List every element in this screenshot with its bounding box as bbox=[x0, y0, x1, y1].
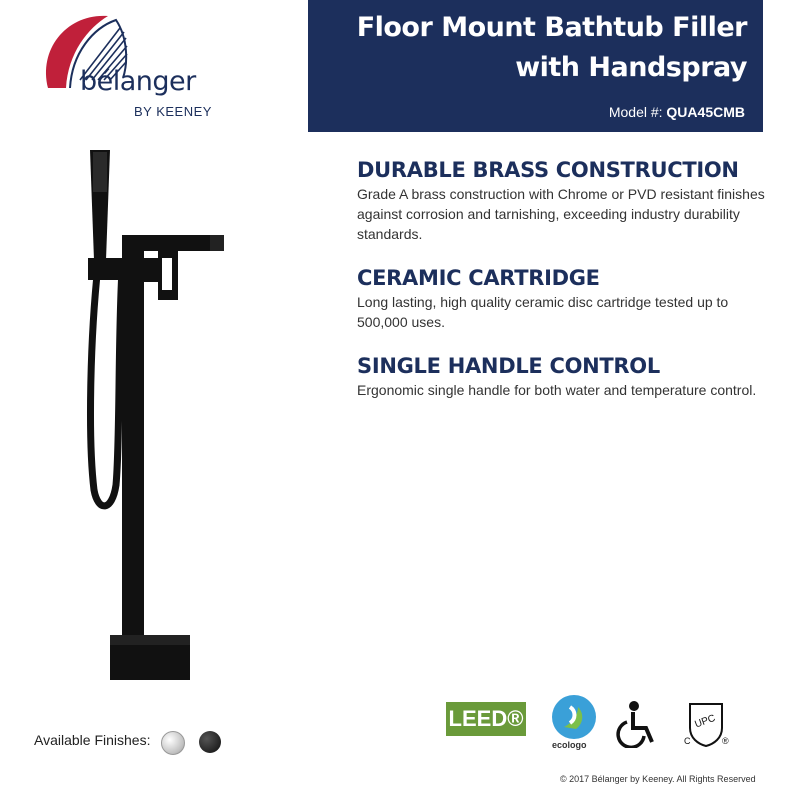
page-title-line2: with Handspray bbox=[515, 52, 747, 83]
chrome-finish-swatch[interactable] bbox=[161, 731, 185, 755]
leed-badge: LEED® bbox=[446, 702, 526, 736]
model-label: Model #: bbox=[608, 104, 663, 120]
feature-title: SINGLE HANDLE CONTROL bbox=[357, 354, 660, 378]
brand-name: bélanger bbox=[80, 66, 196, 97]
model-value: QUA45CMB bbox=[666, 104, 745, 120]
svg-text:UPC: UPC bbox=[693, 712, 717, 731]
feature-list bbox=[357, 158, 767, 422]
finishes-label: Available Finishes: bbox=[34, 732, 151, 748]
brand-subtitle: BY KEENEY bbox=[134, 104, 212, 119]
ecologo-text: ecologo bbox=[552, 740, 587, 750]
faucet-image bbox=[60, 140, 260, 700]
feature-description: Grade A brass construction with Chrome or PVD resistant finishes against corrosion and tarnishing, exceeding industry durability standards. bbox=[357, 186, 765, 242]
wheelchair-icon bbox=[616, 700, 658, 748]
svg-text:C: C bbox=[684, 736, 691, 746]
model-number bbox=[609, 104, 745, 120]
feature-title: DURABLE BRASS CONSTRUCTION bbox=[357, 158, 739, 182]
feature-description: Ergonomic single handle for both water and temperature control. bbox=[357, 382, 757, 398]
feature-description: Long lasting, high quality ceramic disc cartridge tested up to 500,000 uses. bbox=[357, 294, 729, 330]
svg-text:®: ® bbox=[722, 736, 729, 746]
black-finish-swatch[interactable] bbox=[199, 731, 221, 753]
copyright-text: © 2017 Bélanger by Keeney. All Rights Reserved bbox=[560, 774, 756, 784]
ecologo-icon bbox=[550, 693, 598, 741]
upc-certification-icon bbox=[680, 698, 732, 750]
feature-title: CERAMIC CARTRIDGE bbox=[357, 266, 600, 290]
page-title-line1: Floor Mount Bathtub Filler bbox=[356, 12, 747, 43]
title-banner bbox=[308, 0, 763, 132]
